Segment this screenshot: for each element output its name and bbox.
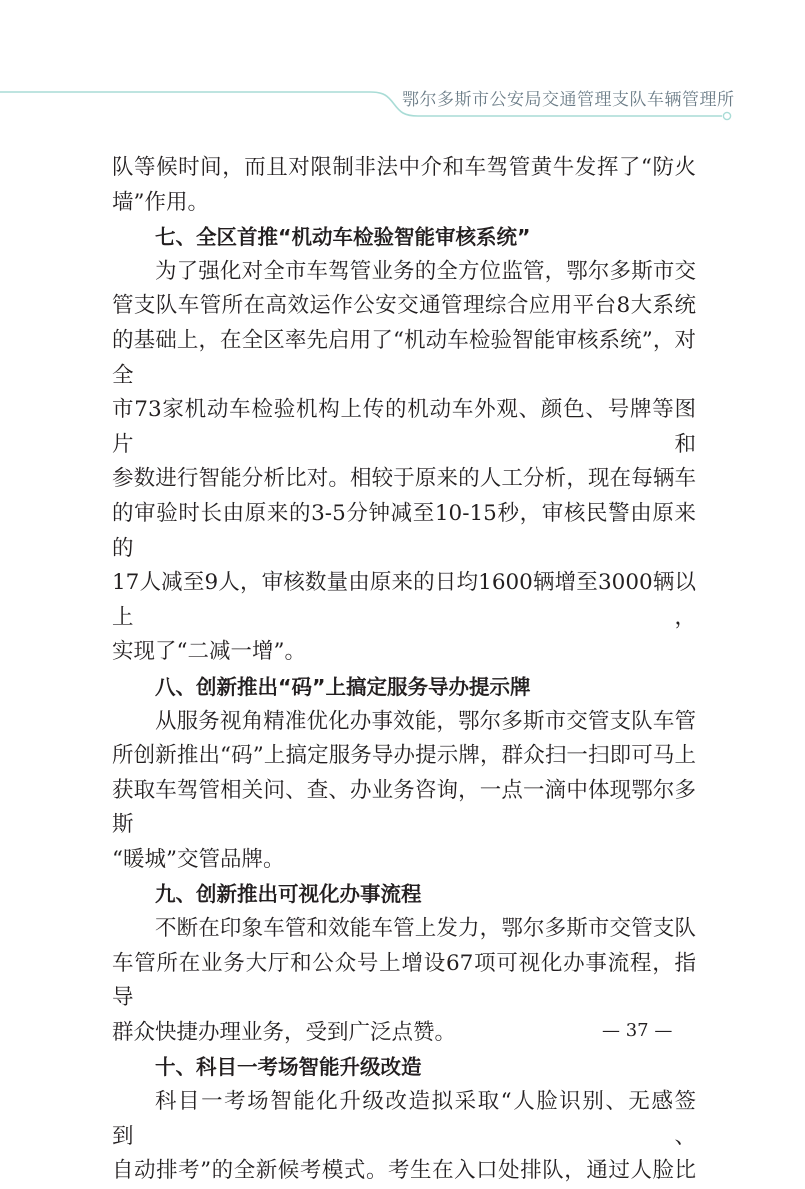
header-rule-dot — [723, 112, 730, 119]
paragraph-line: 墙”作用。 — [112, 189, 209, 215]
paragraph-line: 获取车驾管相关问、查、办业务咨询，一点一滴中体现鄂尔多斯 — [112, 777, 696, 838]
section-heading: 七、全区首推“机动车检验智能审核系统” — [155, 225, 531, 250]
paragraph-line: 自动排考”的全新候考模式。考生在入口处排队，通过人脸比 — [112, 1158, 696, 1184]
paragraph-line: 的基础上，在全区率先启用了“机动车检验智能审核系统”，对全 — [112, 327, 696, 388]
paragraph-line: 为了强化对全市车驾管业务的全方位监管，鄂尔多斯市交 — [155, 258, 696, 284]
paragraph-line: 队等候时间，而且对限制非法中介和车驾管黄牛发挥了“防火 — [112, 155, 696, 180]
header-decoration — [0, 0, 805, 130]
paragraph-line: 群众快捷办理业务，受到广泛点赞。 — [112, 1019, 457, 1045]
paragraph-line: 的审验时长由原来的3-5分钟减至10-15秒，审核民警由原来的 — [112, 500, 696, 561]
section-heading: 八、创新推出“码”上搞定服务导办提示牌 — [155, 674, 531, 699]
paragraph-line: 17人减至9人，审核数量由原来的日均1600辆增至3000辆以上， — [112, 570, 696, 630]
paragraph-line: 科目一考场智能化升级改造拟采取“人脸识别、无感签到、 — [112, 1089, 696, 1149]
paragraph-line: 从服务视角精准优化办事效能，鄂尔多斯市交管支队车管 — [155, 708, 696, 734]
paragraph-line: 市73家机动车检验机构上传的机动车外观、颜色、号牌等图片和 — [112, 397, 696, 457]
paragraph-line: 参数进行智能分析比对。相较于原来的人工分析，现在每辆车 — [112, 466, 696, 492]
section-heading: 九、创新推出可视化办事流程 — [155, 882, 422, 907]
paragraph-line: 实现了“二减一增”。 — [112, 639, 306, 665]
paragraph-line: 不断在印象车管和效能车管上发力，鄂尔多斯市交管支队 — [155, 916, 696, 942]
paragraph-line: 车管所在业务大厅和公众号上增设67项可视化办事流程，指导 — [112, 950, 696, 1011]
paragraph-line: 所创新推出“码”上搞定服务导办提示牌，群众扫一扫即可马上 — [112, 743, 696, 769]
section-heading: 十、科目一考场智能升级改造 — [155, 1055, 422, 1080]
running-header-title: 鄂尔多斯市公安局交通管理支队车辆管理所 — [402, 90, 735, 110]
paragraph-line: 管支队车管所在高效运作公安交通管理综合应用平台8大系统 — [112, 293, 696, 319]
paragraph-line: “暖城”交管品牌。 — [112, 846, 285, 872]
page-number: — 37 — — [602, 1020, 673, 1041]
